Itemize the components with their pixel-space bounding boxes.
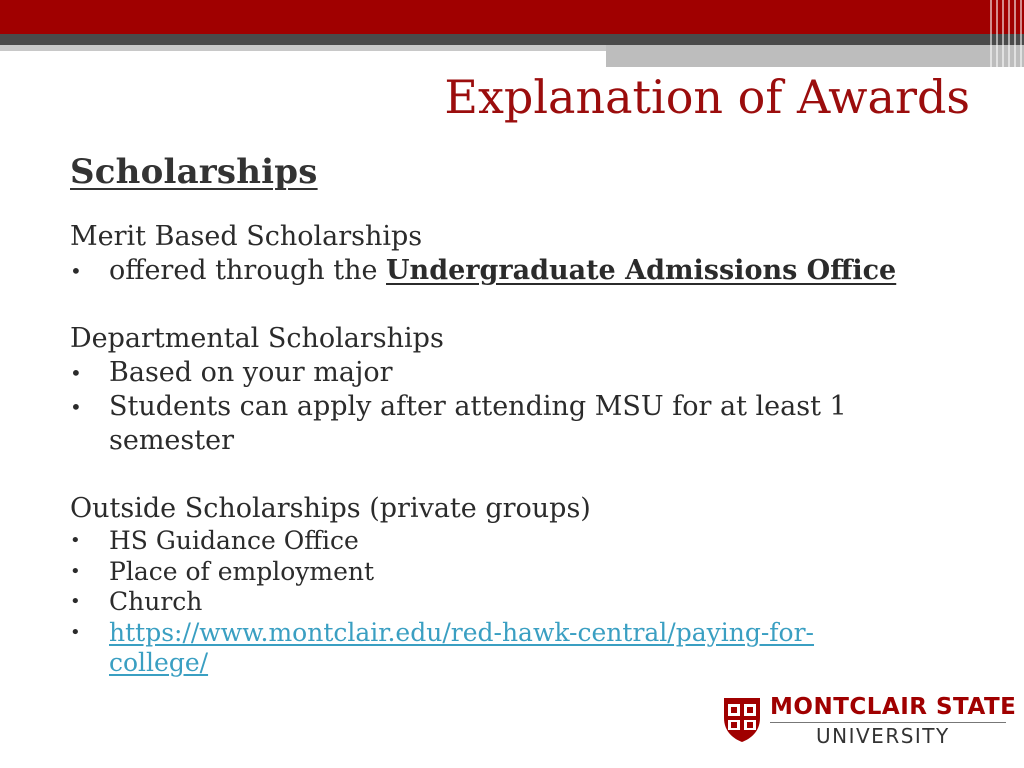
logo-name: MONTCLAIR STATE xyxy=(770,694,1017,720)
bullet-list xyxy=(70,254,970,288)
header-gray-bar xyxy=(0,45,606,51)
list-item: • Place of employment xyxy=(70,557,970,588)
admissions-office-link[interactable]: Undergraduate Admissions Office xyxy=(386,255,897,286)
list-item: • HS Guidance Office xyxy=(70,526,970,557)
header-dark-bar xyxy=(0,34,1024,45)
list-item xyxy=(70,618,970,679)
section-heading: Scholarships xyxy=(70,152,318,192)
logo-subtitle: UNIVERSITY xyxy=(816,724,950,748)
logo-divider xyxy=(770,722,1006,723)
bullet-list xyxy=(70,356,970,458)
url-line-1: https://www.montclair.edu/red-hawk-central/paying-for- xyxy=(109,617,815,647)
list-item: • Based on your major xyxy=(70,356,970,390)
shield-icon xyxy=(722,696,762,744)
list-item: • Students can apply after attending MSU for at least 1 semester xyxy=(70,390,849,458)
header-gray-block xyxy=(606,45,1024,67)
list-item xyxy=(70,254,970,288)
group-outside xyxy=(70,492,970,679)
paying-for-college-link[interactable] xyxy=(109,618,814,678)
bullet-text: offered through the xyxy=(109,255,387,286)
group-merit xyxy=(70,220,970,288)
slide-title: Explanation of Awards xyxy=(444,70,970,124)
university-logo xyxy=(720,694,1017,748)
slide-content xyxy=(70,152,970,713)
header-red-bar xyxy=(0,0,1024,34)
group-label: Departmental Scholarships xyxy=(70,323,444,354)
header-stripes xyxy=(990,0,1024,68)
bullet-list xyxy=(70,526,970,679)
group-label: Merit Based Scholarships xyxy=(70,221,423,252)
list-item: • Church xyxy=(70,587,970,618)
group-departmental xyxy=(70,322,970,458)
url-line-2: college/ xyxy=(109,648,209,677)
group-label: Outside Scholarships (private groups) xyxy=(70,493,591,524)
